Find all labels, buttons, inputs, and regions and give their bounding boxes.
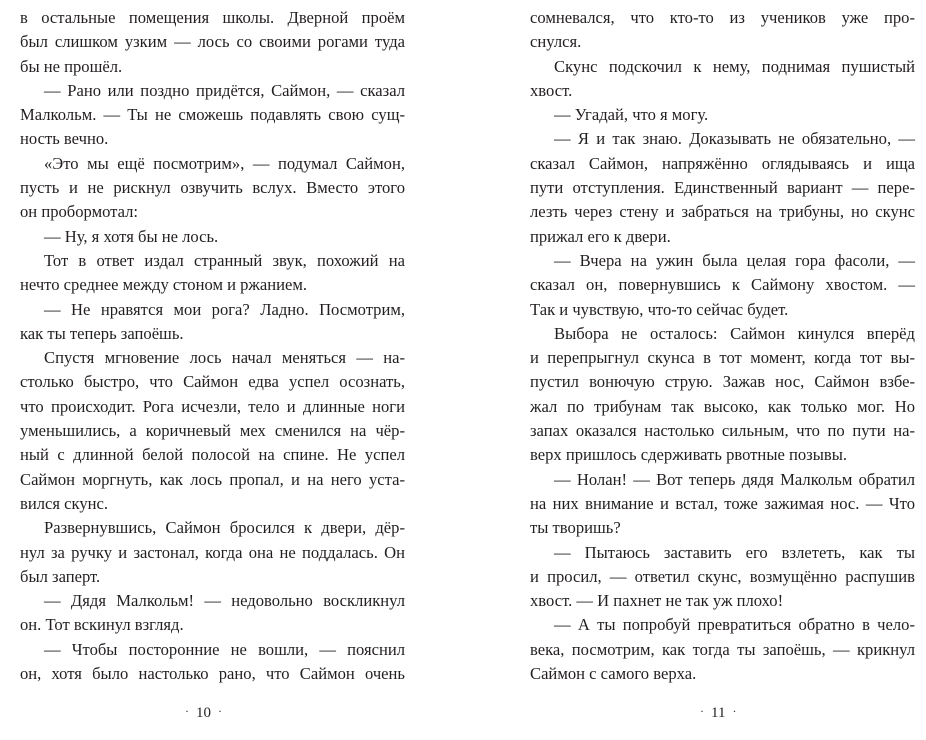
text-line: вился скунс. [20,493,109,513]
text-line: — Я и так знаю. Доказывать не обязательно, — [554,129,915,149]
folio-dot: · [700,704,704,718]
text-line: жал по трибунам так высоко, как только мог. Но [530,396,915,416]
text-line: был слишком узким — лось со своими рогами туда [20,32,405,52]
text-line: — Пытаюсь заставить его взлететь, как ты [554,542,915,562]
text-line: — Ну, я хотя бы не лось. [44,226,219,246]
text-line: ты творишь? [530,518,621,538]
folio-dot: · [218,704,222,718]
text-line: «Это мы ещё посмотрим», — подумал Саймон, [44,153,405,173]
text-line: он. Тот вскинул взгляд. [20,615,184,635]
text-line: снулся. [530,32,582,52]
text-line: — Угадай, что я могу. [554,105,709,125]
text-line: Тот в ответ издал странный звук, похожий на [44,250,405,270]
text-line: запах оказался настолько сильным, что по пути на- [530,421,915,441]
right-page [530,6,915,686]
page-number-text: 10 [196,705,211,721]
text-line: — Вчера на ужин была целая гора фасоли, — [554,250,915,270]
text-line: лезть через стену и забраться на трибуны, но скунс [530,202,915,222]
text-line: и просил, — ответил скунс, возмущённо распушив [530,566,915,586]
text-line: пусть и не рискнул озвучить вслух. Вместо этого [20,178,405,198]
text-line: в остальные помещения школы. Дверной проём [20,8,405,27]
left-page-number [178,705,229,722]
text-line: хвост. [530,80,573,100]
text-line: Развернувшись, Саймон бросился к двери, дёр- [44,518,405,538]
text-line: Саймон моргнуть, как лось пропал, и на него уста- [20,469,405,489]
text-line: Спустя мгновение лось начал меняться — на- [44,348,405,368]
text-line: пути отступления. Единственный вариант — пере- [530,178,915,198]
text-line: на них внимание и встал, тоже зажимая нос. — Что [530,493,915,513]
text-line: — Рано или поздно придётся, Саймон, — сказал [44,80,405,100]
text-line: сомневался, что кто-то из учеников уже про- [530,8,915,27]
text-line: — Чтобы посторонние не вошли, — пояснил [44,639,405,659]
text-line: Выбора не осталось: Саймон кинулся вперёд [554,323,915,343]
text-line: верх пришлось сдерживать рвотные позывы. [530,445,847,465]
text-line: Скунс подскочил к нему, поднимая пушистый [554,56,915,76]
folio-dot: · [732,704,737,718]
text-line: был заперт. [20,566,101,586]
text-line: хвост. — И пахнет не так уж плохо! [530,591,784,611]
text-line: — Нолан! — Вот теперь дядя Малкольм обратил [554,469,915,489]
text-line: пустил вонючую струю. Зажав нос, Саймон взбе- [530,372,915,392]
text-line: уменьшились, а коричневый мех сменился на чёр- [20,421,405,441]
text-line: века, посмотрим, как тогда ты запоёшь, — крикнул [530,639,915,659]
text-line: что происходит. Рога исчезли, тело и длинные ноги [20,396,405,416]
text-line: он, хотя было настолько рано, что Саймон очень [20,664,405,684]
text-line: Саймон с самого верха. [530,664,697,684]
text-line: — Не нравятся мои рога? Ладно. Посмотрим, [44,299,405,319]
text-line: сказал Саймон, напряжённо оглядываясь и ища [530,153,915,173]
text-line: и перепрыгнул скунса в тот момент, когда тот вы- [530,348,915,368]
text-line: — А ты попробуй превратиться обратно в чело- [554,615,915,635]
text-line: — Дядя Малкольм! — недовольно воскликнул [44,591,405,611]
text-line: как ты теперь запоёшь. [20,323,184,343]
text-line: ный с длинной белой полосой на спине. Не успел [20,445,405,465]
text-line: бы не прошёл. [20,56,123,76]
text-line: он пробормотал: [20,202,139,222]
left-page [20,6,405,686]
text-line: столько быстро, что Саймон едва успел осознать, [20,372,405,392]
text-line: Малкольм. — Ты не сможешь подавлять свою сущ- [20,105,405,125]
page-number-text: 11 [711,705,726,721]
folio-dot: · [185,704,189,718]
text-line: ность вечно. [20,129,109,149]
right-page-number [693,705,743,722]
text-line: прижал его к двери. [530,226,671,246]
text-line: сказал он, повернувшись к Саймону хвостом. — [530,275,915,295]
text-line: нул за ручку и застонал, когда она не поддалась. Он [20,542,405,562]
text-line: нечто среднее между стоном и ржанием. [20,275,308,295]
text-line: Так и чувствую, что-то сейчас будет. [530,299,789,319]
